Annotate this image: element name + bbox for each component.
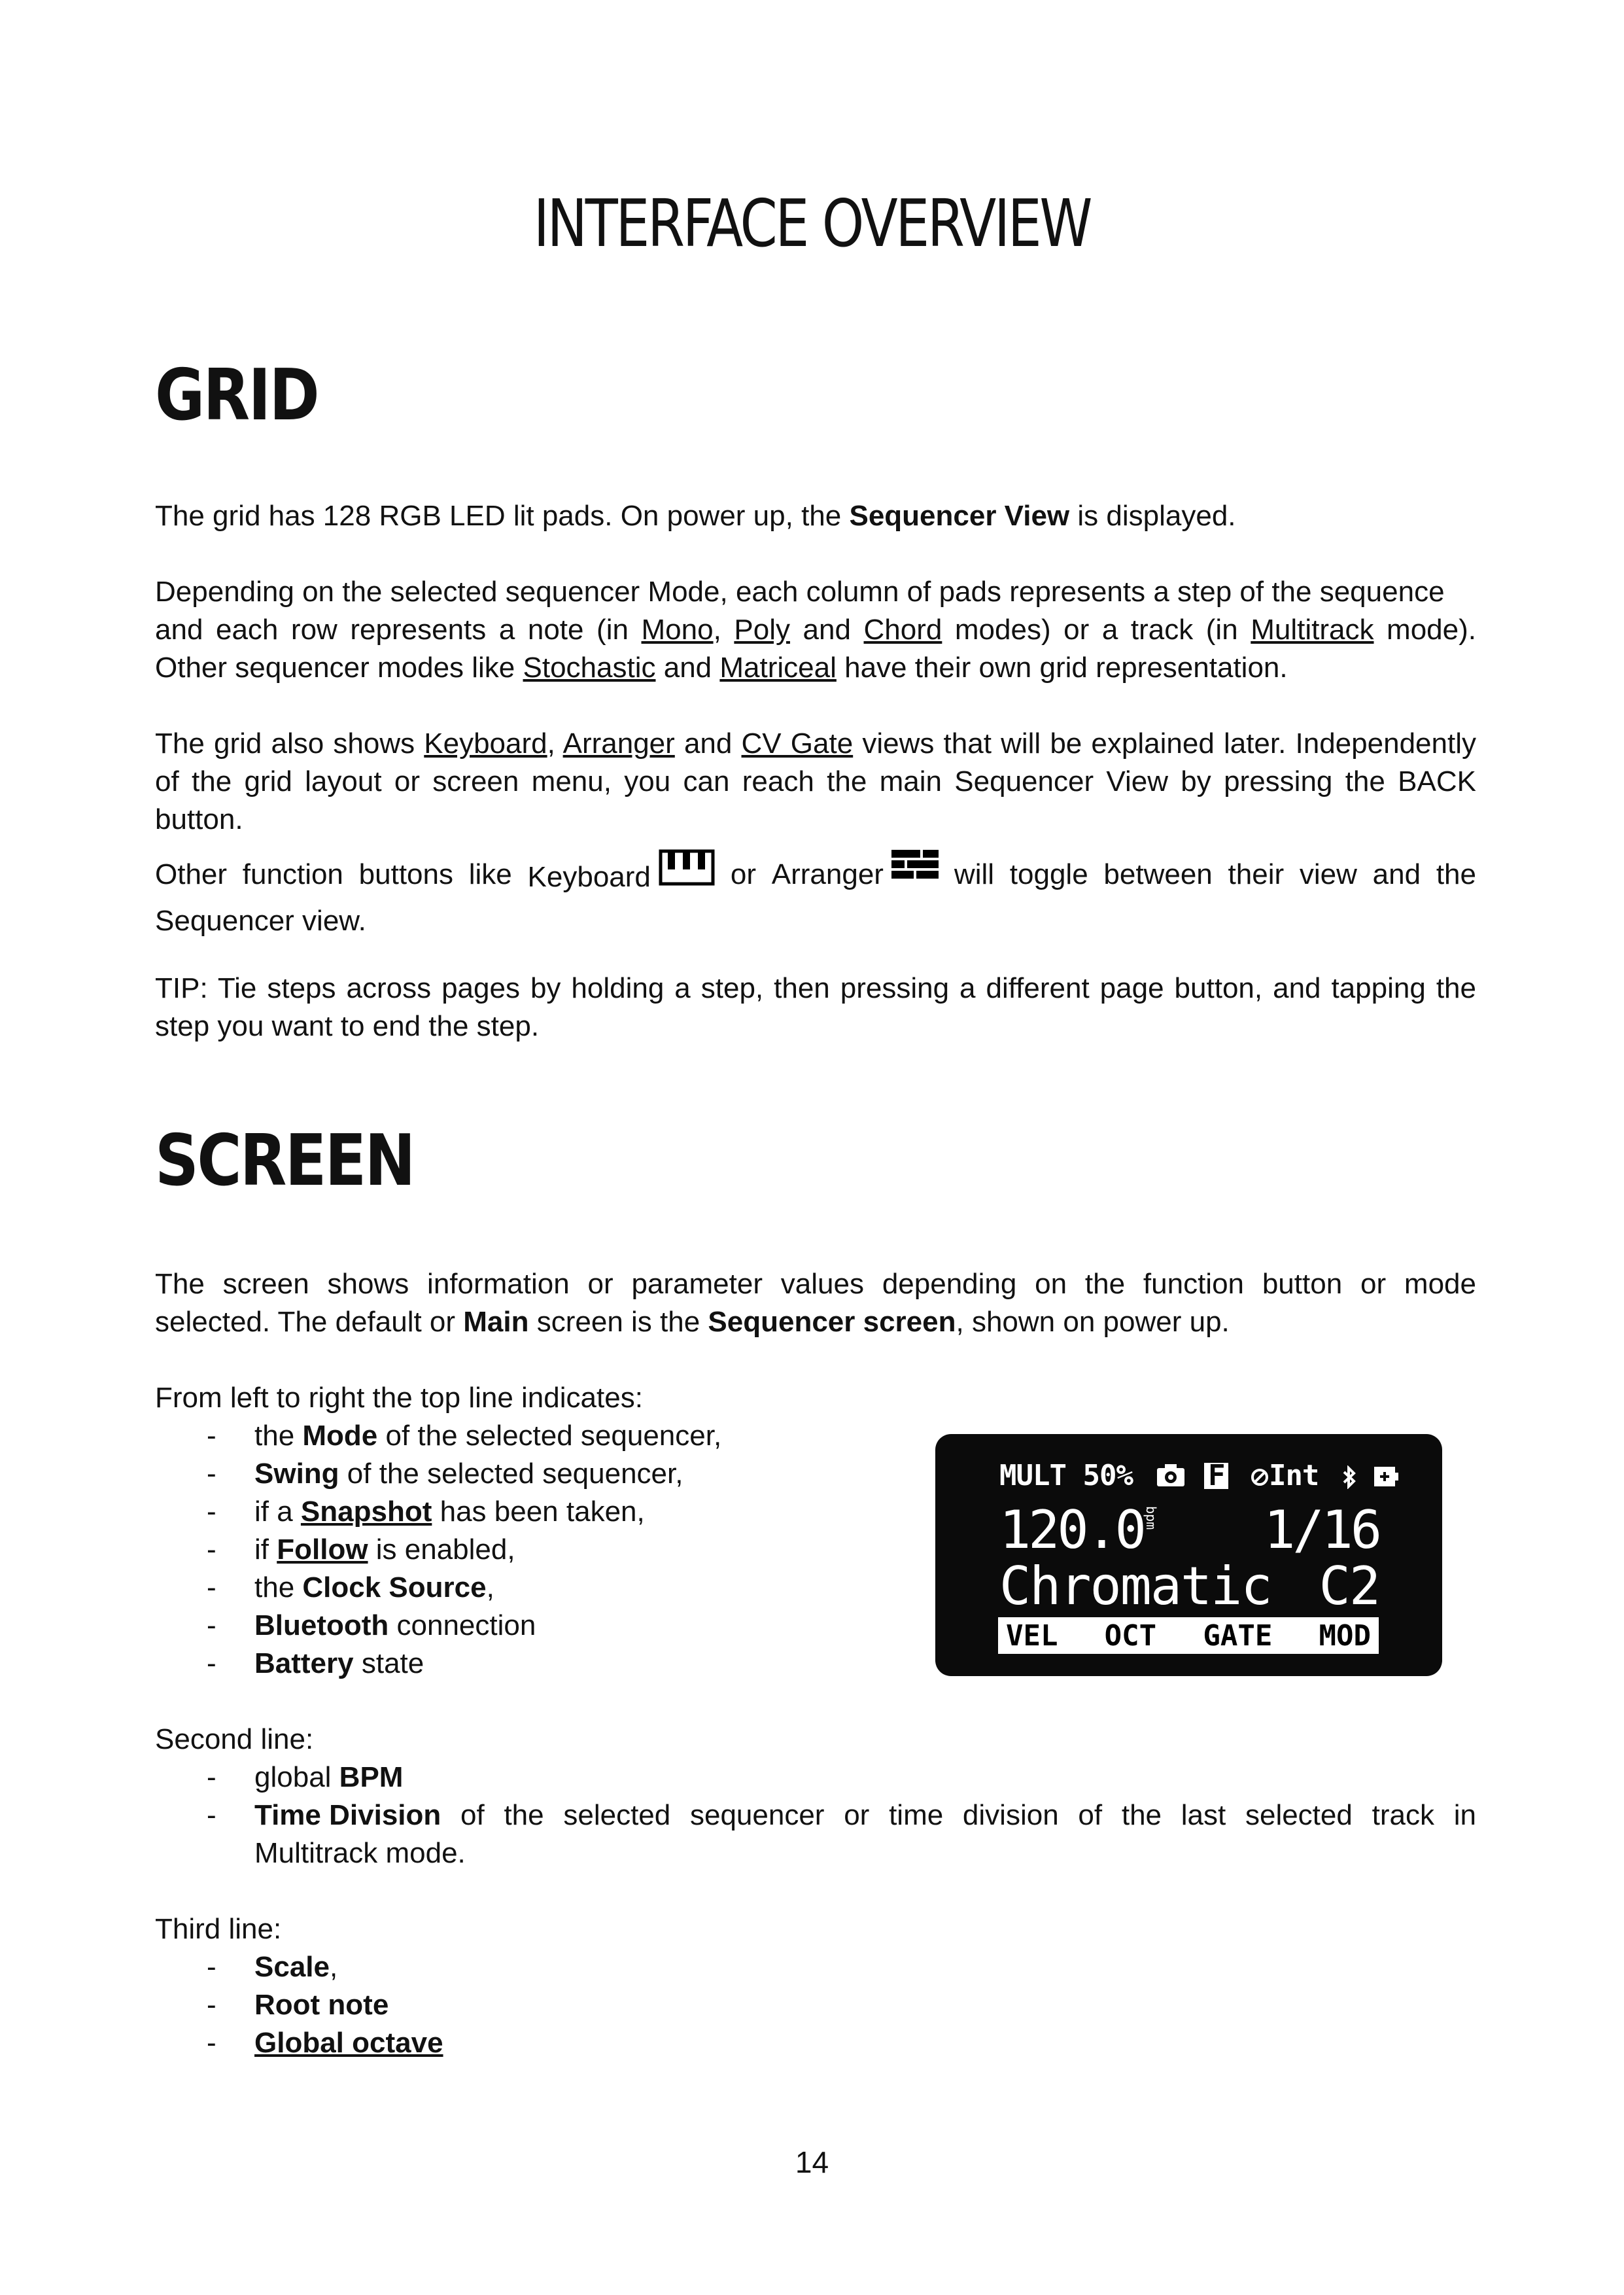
stochastic-link[interactable]: Stochastic [523, 652, 656, 684]
grid-paragraph-3: The grid also shows Keyboard, Arranger and CV Gate views that will be explained later. Independently of the grid layout or screen menu, you can reach the main Sequencer View by pressing the BACK button. [155, 727, 1476, 835]
list-item: - Global octave [207, 2027, 443, 2059]
third-line-list [155, 1948, 443, 2062]
top-line-intro: From left to right the top line indicates: [155, 1382, 643, 1414]
oled-time-division: 1/16 [1264, 1499, 1379, 1560]
page-number: 14 [795, 2145, 829, 2179]
list-item: - if Follow is enabled, [207, 1533, 515, 1566]
follow-icon: F [1204, 1463, 1229, 1489]
softkey-mod: MOD [1319, 1619, 1371, 1653]
oled-bpm: 120.0 [999, 1499, 1144, 1560]
mono-link[interactable]: Mono [641, 614, 714, 646]
page-title: INTERFACE OVERVIEW [533, 185, 1091, 262]
tip-paragraph: TIP: Tie steps across pages by holding a step, then pressing a different page button, and tapping the step you want to end the step. [155, 972, 1476, 1042]
sequencer-screen-display [935, 1434, 1442, 1676]
oled-softkey-bar [998, 1617, 1379, 1654]
grid-paragraph-2: Depending on the selected sequencer Mode, each column of pads represents a step of the sequence and each row represents a note (in Mono, Poly and Chord modes) or a track (in Multitrack mode). Other sequencer modes like Stochastic and Matriceal have their own grid representation. [155, 573, 1476, 687]
third-line-intro: Third line: [155, 1913, 282, 1945]
camera-icon [1156, 1463, 1186, 1488]
list-item: - Swing of the selected sequencer, [207, 1458, 683, 1490]
chord-link[interactable]: Chord [863, 614, 942, 646]
list-item: - Root note [207, 1989, 389, 2021]
list-item: - Time Division of the selected sequencer or time division of the last selected track in Multitrack mode. [207, 1799, 1476, 1869]
list-item: - global BPM [207, 1761, 404, 1793]
grid-heading: GRID [155, 355, 319, 436]
grid-p2-line-1: Depending on the selected sequencer Mode, each column of pads represents a step of the sequence [155, 576, 1445, 608]
global-octave-link[interactable]: Global octave [254, 2027, 443, 2059]
top-line-list [155, 1417, 721, 1683]
oled-root-note: C2 [1319, 1556, 1379, 1617]
oled-scale: Chromatic [999, 1556, 1271, 1617]
snapshot-link[interactable]: Snapshot [300, 1496, 432, 1528]
list-item: - the Clock Source, [207, 1571, 494, 1603]
arranger-link[interactable]: Arranger [562, 727, 675, 760]
follow-link[interactable]: Follow [277, 1533, 368, 1566]
list-item: - the Mode of the selected sequencer, [207, 1420, 722, 1452]
list-item: - Scale, [207, 1951, 338, 1983]
softkey-gate: GATE [1203, 1619, 1273, 1653]
softkey-vel: VEL [1006, 1619, 1058, 1653]
keyboard-icon [659, 849, 715, 896]
screen-paragraph-1: The screen shows information or parameter values depending on the function button or mode selected. The default or Main screen is the Sequencer screen, shown on power up. [155, 1268, 1476, 1338]
bluetooth-icon [1342, 1465, 1356, 1489]
list-item: - if a Snapshot has been taken, [207, 1496, 645, 1528]
grid-paragraph-1: The grid has 128 RGB LED lit pads. On power up, the Sequencer View is displayed. [155, 500, 1236, 532]
screen-heading: SCREEN [155, 1120, 414, 1202]
second-line-list [155, 1759, 1476, 1872]
second-line-intro: Second line: [155, 1723, 314, 1755]
grid-paragraph-4: Other function buttons like Keyboard or Arranger will toggle between their view and the Sequencer view. [155, 856, 1476, 940]
battery-icon [1373, 1465, 1399, 1488]
poly-link[interactable]: Poly [734, 614, 790, 646]
oled-status-line: MULT 50% F Int [999, 1459, 1399, 1492]
softkey-oct: OCT [1104, 1619, 1157, 1653]
oled-bpm-unit: bpm [1143, 1506, 1159, 1530]
keyboard-link[interactable]: Keyboard [424, 727, 547, 760]
list-item: - Bluetooth connection [207, 1609, 536, 1641]
arranger-icon [891, 850, 939, 890]
clock-icon [1251, 1468, 1269, 1486]
cv-gate-link[interactable]: CV Gate [741, 727, 854, 760]
multitrack-link[interactable]: Multitrack [1251, 614, 1374, 646]
list-item: - Battery state [207, 1647, 424, 1679]
matriceal-link[interactable]: Matriceal [719, 652, 837, 684]
